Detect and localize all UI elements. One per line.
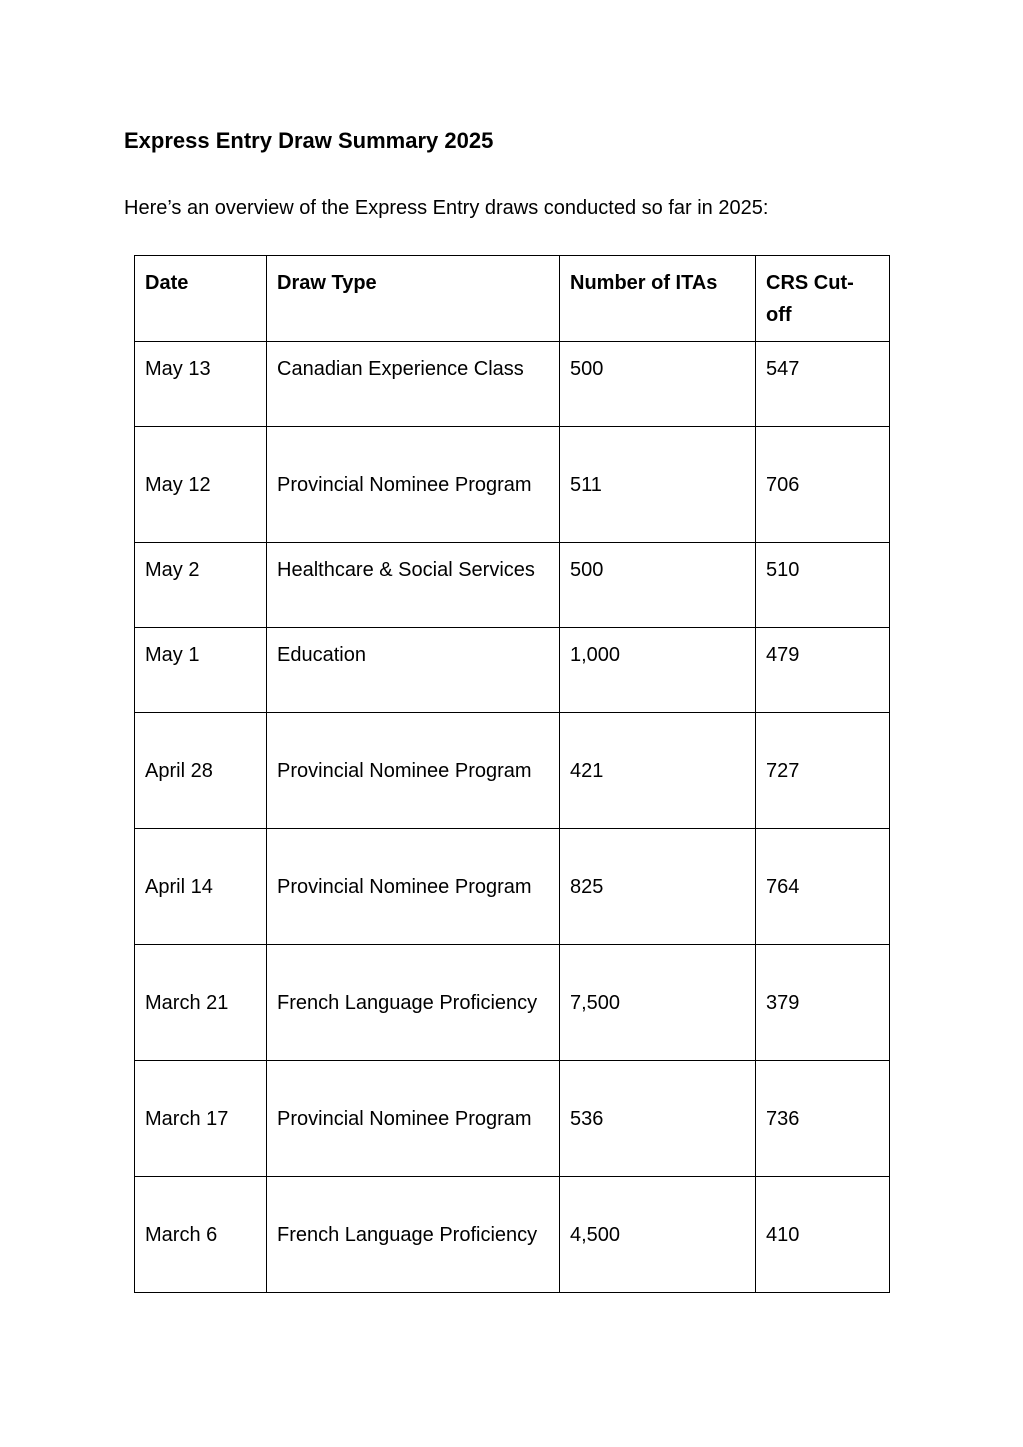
cell-date: March 17 bbox=[135, 1061, 267, 1177]
cell-crs: 379 bbox=[756, 945, 890, 1061]
header-crs-cutoff: CRS Cut-off bbox=[756, 256, 890, 342]
cell-date: April 28 bbox=[135, 713, 267, 829]
cell-draw-type: French Language Proficiency bbox=[267, 945, 560, 1061]
cell-draw-type: Canadian Experience Class bbox=[267, 342, 560, 427]
cell-date: May 2 bbox=[135, 543, 267, 628]
cell-date: March 21 bbox=[135, 945, 267, 1061]
table-row bbox=[135, 829, 890, 945]
cell-date: May 13 bbox=[135, 342, 267, 427]
cell-date: April 14 bbox=[135, 829, 267, 945]
table-row bbox=[135, 945, 890, 1061]
header-number-of-itas: Number of ITAs bbox=[560, 256, 756, 342]
table-header-row bbox=[135, 256, 890, 342]
table-row bbox=[135, 628, 890, 713]
cell-crs: 727 bbox=[756, 713, 890, 829]
cell-crs: 706 bbox=[756, 427, 890, 543]
table-row bbox=[135, 427, 890, 543]
cell-itas: 511 bbox=[560, 427, 756, 543]
cell-itas: 421 bbox=[560, 713, 756, 829]
cell-date: May 12 bbox=[135, 427, 267, 543]
cell-itas: 1,000 bbox=[560, 628, 756, 713]
cell-draw-type: Education bbox=[267, 628, 560, 713]
table-row bbox=[135, 1061, 890, 1177]
cell-crs: 479 bbox=[756, 628, 890, 713]
draw-summary-table bbox=[134, 255, 890, 1293]
table-row bbox=[135, 1177, 890, 1293]
cell-draw-type: Provincial Nominee Program bbox=[267, 713, 560, 829]
table-row bbox=[135, 543, 890, 628]
cell-draw-type: Provincial Nominee Program bbox=[267, 1061, 560, 1177]
cell-crs: 764 bbox=[756, 829, 890, 945]
cell-itas: 536 bbox=[560, 1061, 756, 1177]
cell-crs: 410 bbox=[756, 1177, 890, 1293]
cell-itas: 7,500 bbox=[560, 945, 756, 1061]
cell-date: May 1 bbox=[135, 628, 267, 713]
cell-draw-type: Provincial Nominee Program bbox=[267, 829, 560, 945]
cell-draw-type: French Language Proficiency bbox=[267, 1177, 560, 1293]
cell-crs: 547 bbox=[756, 342, 890, 427]
cell-date: March 6 bbox=[135, 1177, 267, 1293]
page-title: Express Entry Draw Summary 2025 bbox=[124, 128, 494, 153]
intro-paragraph: Here’s an overview of the Express Entry draws conducted so far in 2025: bbox=[124, 197, 769, 219]
cell-itas: 500 bbox=[560, 543, 756, 628]
table-row bbox=[135, 342, 890, 427]
cell-draw-type: Healthcare & Social Services bbox=[267, 543, 560, 628]
header-date: Date bbox=[135, 256, 267, 342]
cell-itas: 4,500 bbox=[560, 1177, 756, 1293]
cell-draw-type: Provincial Nominee Program bbox=[267, 427, 560, 543]
cell-itas: 825 bbox=[560, 829, 756, 945]
table-row bbox=[135, 713, 890, 829]
header-draw-type: Draw Type bbox=[267, 256, 560, 342]
cell-crs: 510 bbox=[756, 543, 890, 628]
cell-crs: 736 bbox=[756, 1061, 890, 1177]
cell-itas: 500 bbox=[560, 342, 756, 427]
